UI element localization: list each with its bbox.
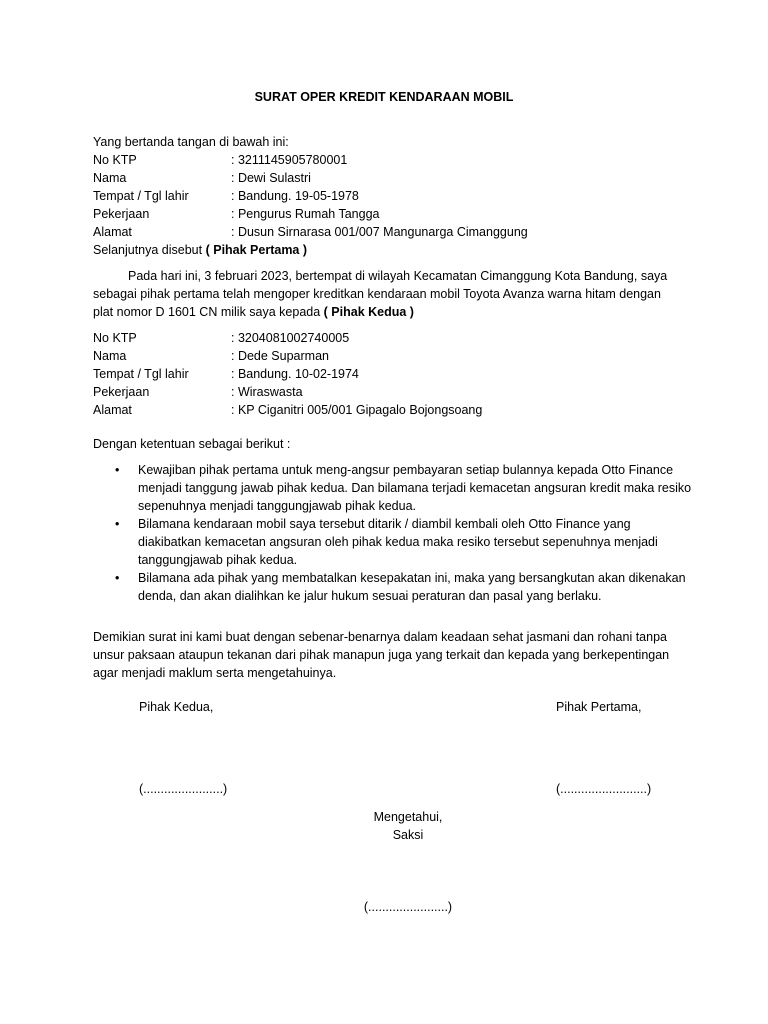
field-value: : Dede Suparman (231, 349, 329, 363)
document-title: SURAT OPER KREDIT KENDARAAN MOBIL (254, 90, 514, 104)
field-value: : Dusun Sirnarasa 001/007 Mangunarga Cimanggung (231, 225, 528, 239)
sign-right-label: Pihak Pertama, (556, 700, 642, 714)
field-label: Tempat / Tgl lahir (93, 189, 189, 203)
field-label: No KTP (93, 331, 137, 345)
field-value: : 3211145905780001 (231, 153, 348, 167)
closing-paragraph: Demikian surat ini kami buat dengan sebenar-benarnya dalam keadaan sehat jasmani dan rohani tanpa unsur paksaan ataupun tekanan dari pihak manapun juga yang terkait dan kepada yang berkepentingan agar menjadi maklum serta mengetahuinya. (93, 630, 670, 680)
terms-list-wrap (93, 461, 693, 605)
party1-row-pekerjaan (93, 205, 683, 223)
field-value: : Dewi Sulastri (231, 171, 311, 185)
field-label: Nama (93, 171, 127, 185)
party2-row-alamat (93, 401, 683, 419)
party1-designation (93, 241, 683, 259)
field-value: : Bandung. 19-05-1978 (231, 189, 359, 203)
party1-row-ttl (93, 187, 683, 205)
field-value: : Pengurus Rumah Tangga (231, 207, 380, 221)
party2-row-nama (93, 347, 683, 365)
field-value: : KP Ciganitri 005/001 Gipagalo Bojongsoang (231, 403, 483, 417)
designation-bold: ( Pihak Pertama ) (205, 243, 308, 257)
designation-text: Selanjutnya disebut (93, 243, 206, 257)
term-item: • Kewajiban pihak pertama untuk meng-angsur pembayaran setiap bulannya kepada Otto Finance menjadi tanggung jawab pihak kedua. Dan bilamana terjadi kemacetan angsuran kredit maka resiko sepenuhnya menjadi tanggungjawab pihak kedua. (93, 461, 693, 515)
terms-intro: Dengan ketentuan sebagai berikut : (93, 437, 291, 451)
field-label: Nama (93, 349, 127, 363)
field-label: No KTP (93, 153, 137, 167)
field-label: Pekerjaan (93, 385, 150, 399)
field-label: Pekerjaan (93, 207, 150, 221)
field-label: Alamat (93, 225, 132, 239)
intro-line: Yang bertanda tangan di bawah ini: (93, 135, 289, 149)
party1-section (93, 133, 683, 259)
witness-label: Saksi (392, 828, 424, 842)
field-value: : 3204081002740005 (231, 331, 350, 345)
party2-section (93, 329, 683, 419)
sign-left-line: (.......................) (139, 782, 228, 796)
field-label: Alamat (93, 403, 132, 417)
field-value: : Bandung. 10-02-1974 (231, 367, 359, 381)
witness-heading: Mengetahui, (373, 810, 443, 824)
term-item: • Bilamana kendaraan mobil saya tersebut ditarik / diambil kembali oleh Otto Finance yang diakibatkan kemacetan angsuran oleh pihak kedua maka resiko tersebut sepenuhnya menjadi tanggungjawab pihak kedua. (93, 515, 693, 569)
witness-sign-line: (.......................) (363, 900, 453, 914)
party2-row-ttl (93, 365, 683, 383)
party2-row-pekerjaan (93, 383, 683, 401)
field-value: : Wiraswasta (231, 385, 303, 399)
sign-left-label: Pihak Kedua, (139, 700, 214, 714)
sign-right-line: (.........................) (556, 782, 652, 796)
term-item: • Bilamana ada pihak yang membatalkan kesepakatan ini, maka yang bersangkutan akan dikenakan denda, dan akan dialihkan ke jalur hukum sesuai peraturan dan pasal yang berlaku. (93, 569, 693, 605)
party2-row-ktp (93, 329, 683, 347)
terms-list (93, 461, 693, 605)
statement-text: Pada hari ini, 3 februari 2023, bertempat di wilayah Kecamatan Cimanggung Kota Bandung, saya sebagai pihak pertama telah mengoper kreditkan kendaraan mobil Toyota Avanza warna hitam dengan plat nomor D 1601 CN milik saya kepada (93, 269, 668, 319)
statement-paragraph (93, 267, 683, 321)
field-label: Tempat / Tgl lahir (93, 367, 189, 381)
party1-row-nama (93, 169, 683, 187)
statement-bold: ( Pihak Kedua ) (323, 305, 414, 319)
party1-row-ktp (93, 151, 683, 169)
party1-row-alamat (93, 223, 683, 241)
